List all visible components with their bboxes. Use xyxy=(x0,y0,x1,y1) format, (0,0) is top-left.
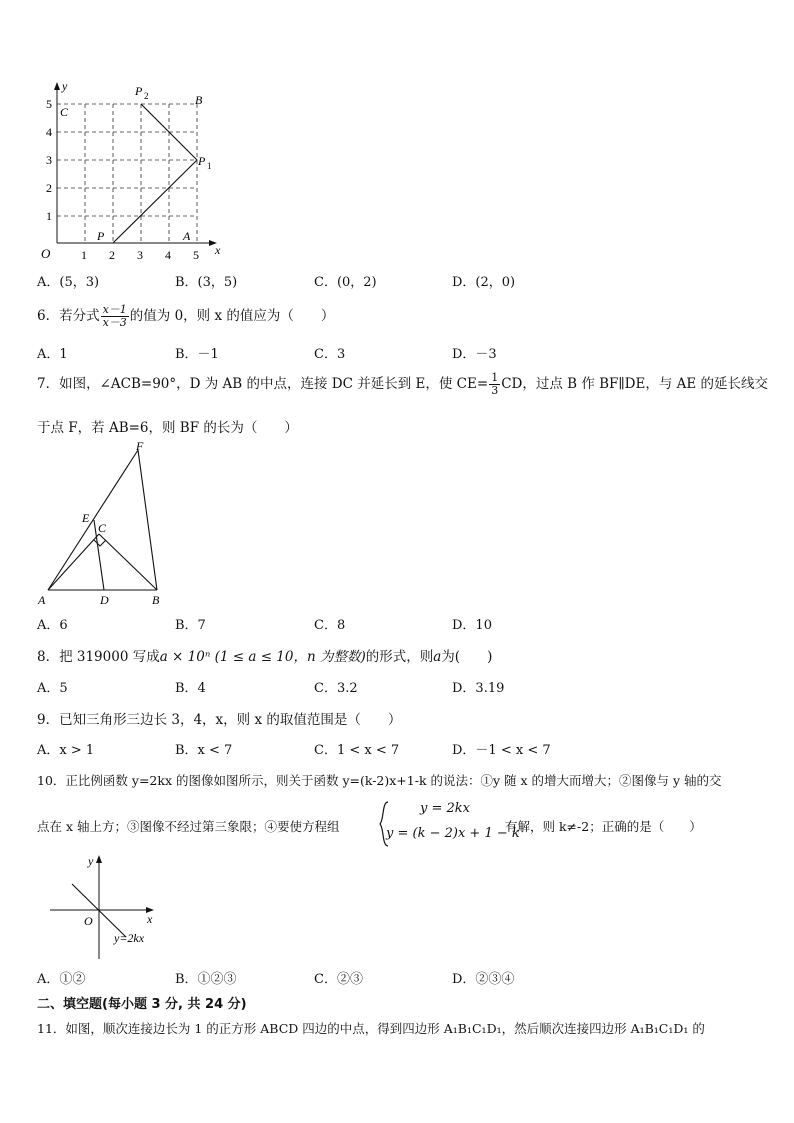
q7-option-b[interactable]: B．7 xyxy=(175,618,206,633)
q6-question xyxy=(37,304,334,329)
q7-line1 xyxy=(37,372,768,397)
q5-option-d[interactable]: D．(2，0) xyxy=(452,275,516,290)
point-p2-sub: 2 xyxy=(144,91,149,101)
segment-af xyxy=(48,450,138,590)
x-tick-2: 2 xyxy=(109,248,115,262)
q8-text-a: 8．把 319000 写成 xyxy=(37,649,160,665)
q5-option-b[interactable]: B．(3，5) xyxy=(175,275,238,290)
segment-bf xyxy=(138,450,157,590)
x-tick-4: 4 xyxy=(165,248,171,262)
q7-frac-den: 3 xyxy=(491,384,499,397)
q10-option-d[interactable]: D．②③④ xyxy=(452,972,515,987)
q6-suffix: 的值为 0，则 x 的值应为（ ） xyxy=(129,308,335,324)
q5-option-a[interactable]: A．(5，3) xyxy=(37,275,100,290)
q6-option-b[interactable]: B．－1 xyxy=(175,347,219,362)
q10-line2b: 有解，则 k≠-2；正确的是（ ） xyxy=(505,819,702,834)
y-tick-1: 1 xyxy=(46,209,52,223)
q8-formula: a × 10ⁿ (1 ≤ a ≤ 10，n 为整数) xyxy=(159,649,366,665)
point-p1-label: P xyxy=(198,154,206,168)
q7-option-d[interactable]: D．10 xyxy=(452,618,492,633)
q9-option-b[interactable]: B．x < 7 xyxy=(175,743,233,758)
point-b-label: B xyxy=(195,93,203,107)
section-2-heading: 二、填空题(每小题 3 分, 共 24 分) xyxy=(37,997,247,1012)
q7-label-d: D xyxy=(100,593,109,607)
segment-ac xyxy=(48,534,99,590)
y-tick-5: 5 xyxy=(46,97,52,111)
q7-label-a: A xyxy=(38,593,46,607)
q7-triangle-figure xyxy=(34,436,174,608)
q7-label-e: E xyxy=(82,511,90,525)
x-tick-5: 5 xyxy=(193,248,199,262)
q6-fraction xyxy=(101,304,129,329)
q10-eq2: y = (k − 2)x + 1 − k xyxy=(386,826,520,841)
q6-frac-den: x－3 xyxy=(102,316,127,329)
right-angle-mark xyxy=(94,540,106,546)
q8-option-a[interactable]: A．5 xyxy=(37,681,68,696)
q7-line2: 于点 F，若 AB=6，则 BF 的长为（ ） xyxy=(37,420,298,436)
q6-prefix: 6．若分式 xyxy=(37,308,100,324)
q8-text-b: 的形式，则 xyxy=(365,649,434,665)
q7-fraction xyxy=(489,372,500,397)
q9-option-d[interactable]: D．－1 < x < 7 xyxy=(452,743,551,758)
q11-line1: 11．如图，顺次连接边长为 1 的正方形 ABCD 四边的中点，得到四边形 A₁B₁C₁D₁，然后顺次连接四边形 A₁B₁C₁D₁ 的 xyxy=(37,1021,705,1036)
q7-text-a: 7．如图，∠ACB=90°，D 为 AB 的中点，连接 DC 并延长到 E，使 CE= xyxy=(37,376,489,392)
q8-option-d[interactable]: D．3.19 xyxy=(452,681,505,696)
q7-label-f: F xyxy=(136,439,144,453)
axis-y-label: y xyxy=(62,79,68,93)
q6-option-d[interactable]: D．－3 xyxy=(452,347,497,362)
point-a-label: A xyxy=(183,229,191,243)
q10-origin: O xyxy=(84,914,93,928)
segment-cb xyxy=(99,534,157,590)
q10-line-label: y=2kx xyxy=(114,931,145,945)
q10-line1: 10．正比例函数 y=2kx 的图像如图所示，则关于函数 y=(k-2)x+1-k 的说法：①y 随 x 的增大而增大；②图像与 y 轴的交 xyxy=(37,773,722,788)
q10-eq1: y = 2kx xyxy=(420,801,470,816)
q7-frac-num: 1 xyxy=(491,371,499,384)
q10-axis-y: y xyxy=(88,854,94,868)
q9-option-a[interactable]: A．x > 1 xyxy=(37,743,95,758)
origin-label: O xyxy=(41,246,51,261)
q8-var: a xyxy=(433,649,442,665)
q5-grid-figure xyxy=(35,78,235,263)
q7-option-c[interactable]: C．8 xyxy=(314,618,346,633)
q8-question xyxy=(37,645,492,665)
q7-label-b: B xyxy=(152,593,160,607)
q6-frac-num: x－1 xyxy=(102,303,127,316)
q10-option-a[interactable]: A．①② xyxy=(37,972,86,987)
q10-line2a: 点在 x 轴上方；③图像不经过第三象限；④要使方程组 xyxy=(37,819,340,834)
point-c-label: C xyxy=(60,105,69,119)
y-tick-4: 4 xyxy=(46,125,52,139)
axis-x-label: x xyxy=(215,243,221,257)
q8-option-b[interactable]: B．4 xyxy=(175,681,206,696)
q5-option-c[interactable]: C．(0，2) xyxy=(314,275,377,290)
q6-option-c[interactable]: C．3 xyxy=(314,347,346,362)
q10-graph-figure xyxy=(44,851,164,963)
q7-text-b: CD，过点 B 作 BF∥DE，与 AE 的延长线交 xyxy=(501,376,769,392)
q10-option-c[interactable]: C．②③ xyxy=(314,972,363,987)
q9-question: 9．已知三角形三边长 3，4，x，则 x 的取值范围是（ ） xyxy=(37,712,402,728)
q10-axis-x: x xyxy=(147,912,153,926)
q8-option-c[interactable]: C．3.2 xyxy=(314,681,358,696)
q7-option-a[interactable]: A．6 xyxy=(37,618,68,633)
x-tick-1: 1 xyxy=(81,248,87,262)
y-tick-3: 3 xyxy=(46,153,52,167)
q10-option-b[interactable]: B．①②③ xyxy=(175,972,237,987)
q9-option-c[interactable]: C．1 < x < 7 xyxy=(314,743,400,758)
point-p-label: P xyxy=(97,229,105,243)
point-p1-sub: 1 xyxy=(207,161,212,171)
y-tick-2: 2 xyxy=(46,181,52,195)
q7-label-c: C xyxy=(98,521,107,535)
q8-text-c: 为( ) xyxy=(441,649,493,665)
point-p2-label: P xyxy=(135,84,143,98)
q6-option-a[interactable]: A．1 xyxy=(37,347,68,362)
x-tick-3: 3 xyxy=(137,248,143,262)
